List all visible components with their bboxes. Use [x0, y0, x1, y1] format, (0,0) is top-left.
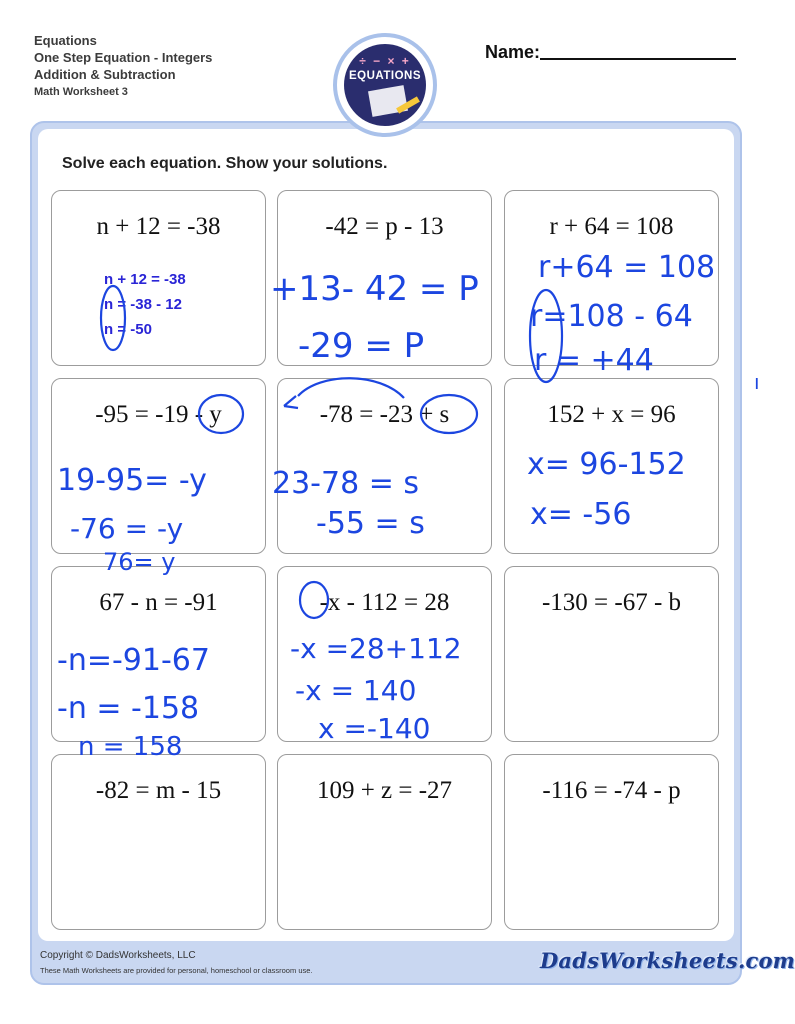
typed-solution: [104, 267, 186, 342]
problem-equation: n + 12 = -38: [96, 213, 221, 240]
hw-line: x =-140: [318, 712, 431, 745]
hw-line: -76 = -y: [70, 512, 184, 545]
problem-cell-12: [504, 754, 719, 930]
problem-cell-11: [277, 754, 492, 930]
header-subtopic: Addition & Subtraction: [34, 67, 176, 82]
footer-note: These Math Worksheets are provided for personal, homeschool or classroom use.: [40, 966, 313, 975]
typed-solution-line: n = -50: [104, 321, 152, 338]
logo-operators: ÷ − × +: [359, 54, 411, 68]
hw-line: -x =28+112: [290, 632, 462, 665]
hw-line: x= -56: [530, 497, 632, 532]
hw-line: r+64 = 108: [538, 250, 716, 285]
hw-line: -n = -158: [57, 691, 200, 726]
problem-equation: -78 = -23 + s: [319, 401, 450, 428]
name-field: [485, 42, 736, 63]
hw-line: n = 158: [78, 732, 183, 762]
hw-line: x= 96-152: [527, 447, 686, 482]
problem-cell-2: [277, 190, 492, 366]
stray-ink-mark: ı: [754, 372, 760, 394]
hw-line: -x = 140: [295, 674, 417, 707]
typed-solution-line: n = -38 - 12: [104, 296, 182, 313]
problem-equation: 152 + x = 96: [547, 401, 676, 428]
instructions: Solve each equation. Show your solutions.: [62, 155, 388, 172]
header-subtitle: Math Worksheet 3: [34, 86, 128, 98]
problem-equation: -130 = -67 - b: [541, 589, 682, 616]
problem-cell-9: [504, 566, 719, 742]
problem-equation: -116 = -74 - p: [542, 777, 681, 804]
typed-solution-line: n + 12 = -38: [104, 271, 186, 288]
header-title: Equations: [34, 33, 97, 48]
problem-cell-8: [277, 566, 492, 742]
equations-logo: [333, 33, 437, 137]
problem-cell-4: [51, 378, 266, 554]
problem-cell-10: [51, 754, 266, 930]
hw-line: -29 = P: [298, 326, 425, 366]
problem-cell-6: [504, 378, 719, 554]
name-label: Name:: [485, 42, 541, 62]
logo-badge: [344, 44, 426, 126]
hw-line: -55 = s: [316, 506, 425, 541]
logo-paper-icon: [368, 85, 408, 117]
hw-line: +13- 42 = P: [270, 269, 479, 309]
problem-cell-5: [277, 378, 492, 554]
hw-line: -n=-91-67: [57, 643, 210, 678]
problem-equation: -42 = p - 13: [325, 213, 444, 240]
problem-cell-3: [504, 190, 719, 366]
hw-line: r=108 - 64: [530, 299, 693, 334]
hw-line: 76= y: [103, 548, 176, 576]
problem-equation: -95 = -19 - y: [95, 401, 222, 428]
problem-cell-1: [51, 190, 266, 366]
problem-equation: 67 - n = -91: [99, 589, 218, 616]
problem-equation: r + 64 = 108: [549, 213, 674, 240]
problem-equation: 109 + z = -27: [316, 777, 453, 804]
header-topic: One Step Equation - Integers: [34, 50, 213, 65]
name-line: [540, 42, 736, 60]
brand-logo: DadsWorksheets.com: [540, 948, 795, 973]
hw-line: 23-78 = s: [272, 466, 420, 501]
worksheet-header: [34, 32, 212, 101]
problem-cell-7: [51, 566, 266, 742]
problem-equation: -x - 112 = 28: [319, 589, 450, 616]
footer-copyright: Copyright © DadsWorksheets, LLC: [40, 950, 196, 961]
hw-line: r = +44: [534, 343, 654, 378]
problem-equation: -82 = m - 15: [95, 777, 222, 804]
hw-line: 19-95= -y: [57, 463, 207, 498]
logo-word: EQUATIONS: [348, 70, 421, 82]
